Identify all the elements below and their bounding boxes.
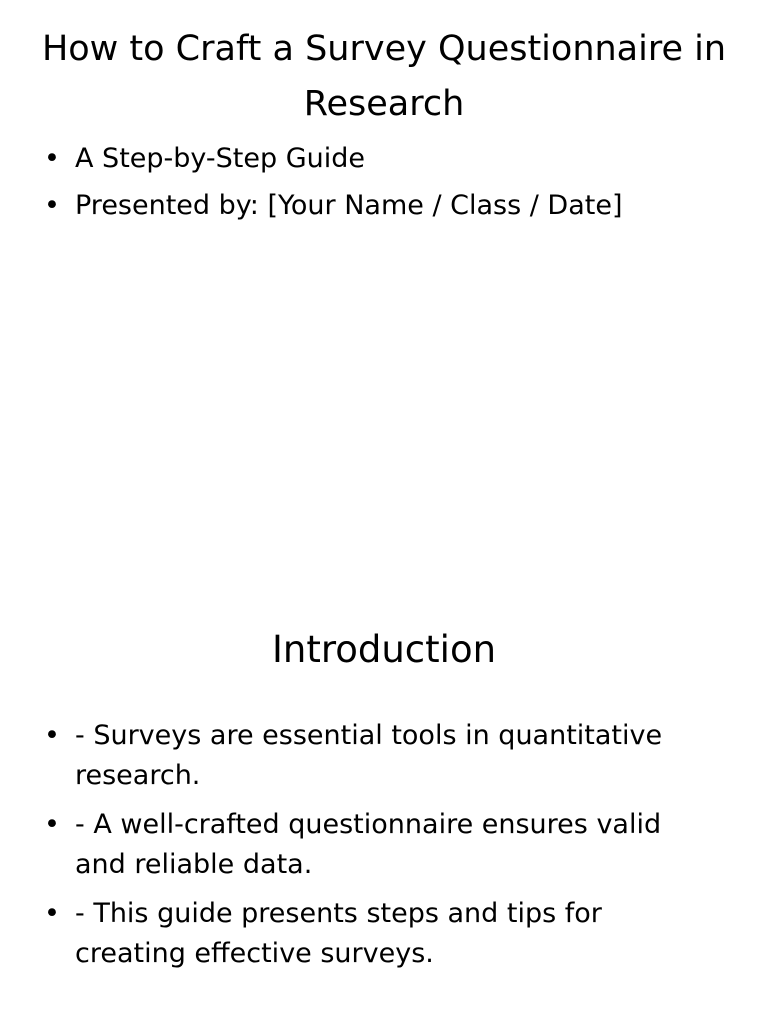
bullet-text: - Surveys are essential tools in quantitative research. — [75, 720, 663, 791]
bullet-text: - This guide presents steps and tips for creating effective surveys. — [75, 898, 602, 969]
list-item — [0, 139, 685, 179]
slide-title: How to Craft a Survey Questionnaire in Research — [41, 29, 727, 124]
list-item — [0, 894, 685, 974]
bullet-icon: • — [44, 720, 60, 751]
list-item — [0, 186, 685, 226]
bullet-text: - A well-crafted questionnaire ensures valid and reliable data. — [75, 809, 662, 880]
bullet-text: Presented by: [Your Name / Class / Date] — [75, 190, 623, 221]
bullet-text: A Step-by-Step Guide — [75, 143, 365, 174]
slide-2 — [0, 512, 768, 1024]
list-item — [0, 805, 685, 885]
bullet-icon: • — [44, 143, 60, 174]
bullet-list — [0, 716, 685, 983]
list-item — [0, 716, 685, 796]
bullet-list — [0, 139, 685, 233]
bullet-icon: • — [44, 190, 60, 221]
bullet-icon: • — [44, 898, 60, 929]
slide-title: Introduction — [271, 628, 497, 671]
bullet-icon: • — [44, 809, 60, 840]
